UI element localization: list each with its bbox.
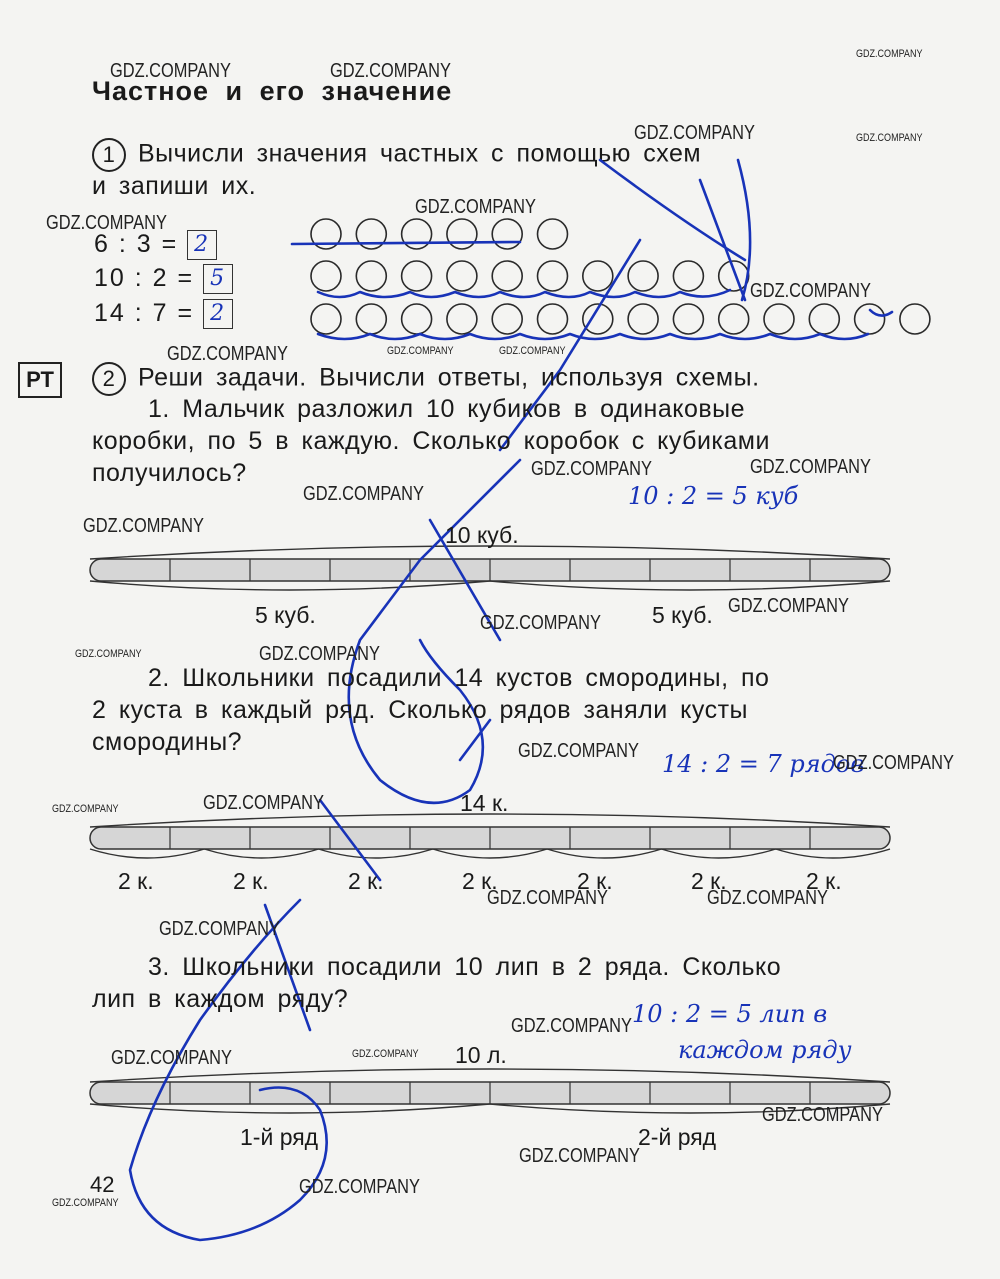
scheme-circle	[855, 304, 885, 334]
p1-bar-part-brace	[90, 581, 490, 590]
p2-bar-part-brace	[204, 849, 318, 858]
watermark: GDZ.COMPANY	[634, 122, 755, 144]
watermark: GDZ.COMPANY	[203, 792, 324, 814]
watermark: GDZ.COMPANY	[352, 1048, 419, 1060]
scheme-circle	[673, 261, 703, 291]
watermark: GDZ.COMPANY	[83, 515, 204, 537]
p1-total-label: 10 куб.	[445, 522, 519, 548]
p2-part-label-6: 2 к.	[691, 868, 727, 894]
scheme-circle	[311, 261, 341, 291]
watermark: GDZ.COMPANY	[303, 483, 424, 505]
watermark: GDZ.COMPANY	[75, 648, 142, 660]
watermark: GDZ.COMPANY	[856, 48, 923, 60]
scheme-circle	[764, 304, 794, 334]
watermark: GDZ.COMPANY	[728, 595, 849, 617]
watermark: GDZ.COMPANY	[511, 1015, 632, 1037]
task2-text	[92, 362, 760, 396]
watermark: GDZ.COMPANY	[487, 887, 608, 909]
watermark: GDZ.COMPANY	[499, 345, 566, 357]
page-title: Частное и его значение	[92, 76, 453, 106]
p3-part-label-2: 2-й ряд	[638, 1124, 717, 1150]
p2-part-label-4: 2 к.	[462, 868, 498, 894]
scheme-circle	[492, 304, 522, 334]
watermark: GDZ.COMPANY	[159, 918, 280, 940]
scheme-circle	[538, 261, 568, 291]
p3-handwritten-answer-2: каждом ряду	[678, 1036, 852, 1064]
watermark: GDZ.COMPANY	[750, 456, 871, 478]
handwritten-ink-stroke	[738, 160, 750, 300]
scheme-circle	[356, 304, 386, 334]
watermark: GDZ.COMPANY	[519, 1145, 640, 1167]
task1-answer-box-2[interactable]: 5	[203, 264, 233, 294]
page-number: 42	[90, 1172, 115, 1197]
scheme-circle	[900, 304, 930, 334]
task1-expr-2: 10 : 2 =	[94, 264, 195, 292]
scheme-circle	[583, 261, 613, 291]
handwritten-ink-stroke	[292, 242, 520, 244]
handwritten-ink-stroke	[700, 180, 745, 300]
p1-line3: получилось?	[92, 459, 247, 487]
p3-line2: лип в каждом ряду?	[92, 985, 349, 1013]
p1-part-label-1: 5 куб.	[255, 602, 316, 628]
p2-part-label-2: 2 к.	[233, 868, 269, 894]
scheme-circle	[447, 304, 477, 334]
watermark: GDZ.COMPANY	[110, 60, 231, 82]
p2-bar-part-brace	[661, 849, 775, 858]
task2-number: 2	[92, 362, 126, 396]
p3-bar-total-brace	[90, 1069, 890, 1082]
p3-handwritten-answer-1: 10 : 2 = 5 лип в	[632, 1000, 828, 1028]
p2-line3: смородины?	[92, 728, 243, 756]
watermark: GDZ.COMPANY	[387, 345, 454, 357]
watermark: GDZ.COMPANY	[111, 1047, 232, 1069]
handwritten-ink-stroke	[318, 290, 730, 297]
watermark: GDZ.COMPANY	[46, 212, 167, 234]
handwritten-ink-stroke	[870, 310, 892, 316]
p2-part-label-5: 2 к.	[577, 868, 613, 894]
p2-total-label: 14 к.	[460, 790, 509, 816]
p1-handwritten-answer: 10 : 2 = 5 куб	[628, 482, 799, 510]
scheme-circle	[628, 304, 658, 334]
p2-bar-part-brace	[319, 849, 433, 858]
handwritten-ink-stroke	[318, 334, 868, 339]
scheme-circle	[402, 219, 432, 249]
p2-bar-part-brace	[547, 849, 661, 858]
scheme-circle	[538, 304, 568, 334]
watermark: GDZ.COMPANY	[330, 60, 451, 82]
watermark: GDZ.COMPANY	[52, 1197, 119, 1209]
scheme-circle	[311, 304, 341, 334]
rt-badge: РТ	[18, 362, 62, 398]
p2-bar-part-brace	[433, 849, 547, 858]
watermark: GDZ.COMPANY	[299, 1176, 420, 1198]
p2-handwritten-answer: 14 : 2 = 7 рядов	[662, 750, 865, 778]
p2-part-label-3: 2 к.	[348, 868, 384, 894]
task1-answer-box-3[interactable]: 2	[203, 299, 233, 329]
scheme-circle	[402, 304, 432, 334]
handwritten-ink-stroke	[460, 720, 490, 760]
scheme-circle	[538, 219, 568, 249]
task1-number: 1	[92, 138, 126, 172]
handwritten-ink-stroke	[130, 900, 327, 1240]
p1-line1: 1. Мальчик разложил 10 кубиков в одинаковые	[148, 395, 746, 423]
scheme-circle	[447, 261, 477, 291]
p2-bar-part-brace	[776, 849, 890, 858]
p2-part-label-7: 2 к.	[806, 868, 842, 894]
watermark: GDZ.COMPANY	[480, 612, 601, 634]
watermark: GDZ.COMPANY	[531, 458, 652, 480]
p1-bar-part-brace	[490, 581, 890, 590]
p1-part-label-2: 5 куб.	[652, 602, 713, 628]
watermark: GDZ.COMPANY	[167, 343, 288, 365]
scheme-circle	[628, 261, 658, 291]
task1-line1: Вычисли значения частных с помощью схем	[138, 139, 702, 168]
task1-line2: и запиши их.	[92, 172, 257, 200]
scheme-circle	[809, 304, 839, 334]
watermark: GDZ.COMPANY	[707, 887, 828, 909]
watermark: GDZ.COMPANY	[52, 803, 119, 815]
p2-bar-part-brace	[90, 849, 204, 858]
scheme-circle	[492, 261, 522, 291]
task1-expr-1: 6 : 3 =	[94, 230, 179, 258]
watermark: GDZ.COMPANY	[518, 740, 639, 762]
scheme-circle	[402, 261, 432, 291]
scheme-circle	[673, 304, 703, 334]
scheme-circle	[719, 304, 749, 334]
watermark: GDZ.COMPANY	[856, 132, 923, 144]
p2-part-label-1: 2 к.	[118, 868, 154, 894]
scheme-circle	[492, 219, 522, 249]
p3-part-label-1: 1-й ряд	[240, 1124, 319, 1150]
p3-total-label: 10 л.	[455, 1042, 507, 1068]
task2-intro: Реши задачи. Вычисли ответы, используя схемы.	[138, 363, 760, 392]
task1-answer-box-1[interactable]: 2	[187, 230, 217, 260]
p2-line2: 2 куста в каждый ряд. Сколько рядов заняли кусты	[92, 696, 749, 724]
watermark: GDZ.COMPANY	[259, 643, 380, 665]
p2-line1: 2. Школьники посадили 14 кустов смородины, по	[148, 664, 770, 692]
scheme-circle	[356, 261, 386, 291]
p3-line1: 3. Школьники посадили 10 лип в 2 ряда. Сколько	[148, 953, 782, 981]
task1-expr-3: 14 : 7 =	[94, 299, 195, 327]
watermark: GDZ.COMPANY	[833, 752, 954, 774]
watermark: GDZ.COMPANY	[750, 280, 871, 302]
watermark: GDZ.COMPANY	[762, 1104, 883, 1126]
scheme-circle	[447, 219, 477, 249]
p1-line2: коробки, по 5 в каждую. Сколько коробок с кубиками	[92, 427, 770, 455]
watermark: GDZ.COMPANY	[415, 196, 536, 218]
